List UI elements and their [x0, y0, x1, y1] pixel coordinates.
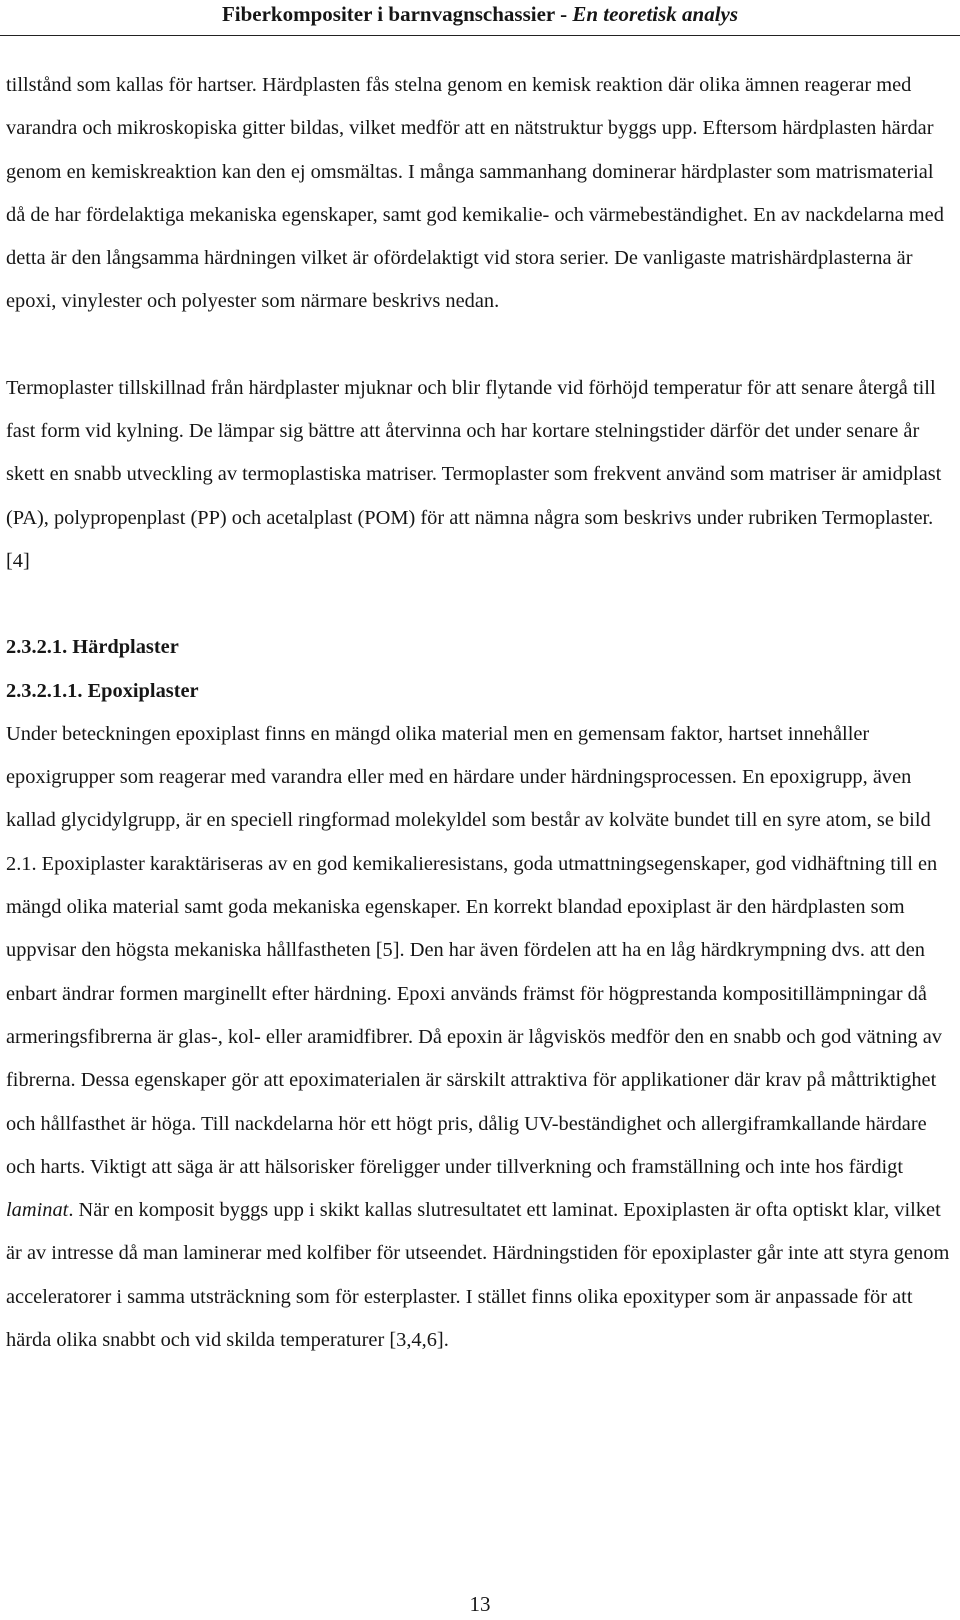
- body-paragraph: Termoplaster tillskillnad från härdplaster mjuknar och blir flytande vid förhöjd temperatur för att senare återgå till fast form vid kylning. De lämpar sig bättre att återvinna och har kortare stelningstider därför det under senare år skett en snabb utveckling av termoplastiska matriser. Termoplaster som frekvent använd som matriser är amidplast (PA), polypropenplast (PP) och acetalplast (POM) för att nämna några som beskrivs under rubriken Termoplaster. [4]: [6, 376, 942, 572]
- document-subtitle: En teoretisk analys: [572, 2, 739, 26]
- paragraph-text: . När en komposit byggs upp i skikt kallas slutresultatet ett laminat. Epoxiplasten är ofta optiskt klar, vilket är av intresse då man laminerar med kolfiber för utseendet. Härdningstiden för epoxiplaster går inte att styra genom acceleratorer i samma utsträckning som för esterplaster. I stället finns olika epoxityper som är anpassade för att härda olika snabbt och vid skilda temperaturer [3,4,6].: [6, 1199, 950, 1352]
- header-divider: [0, 35, 960, 36]
- body-paragraph: [6, 713, 956, 1362]
- subsection-heading: 2.3.2.1.1. Epoxiplaster: [6, 679, 199, 702]
- page-header: [0, 0, 960, 31]
- page-body: [6, 64, 956, 1362]
- document-title: Fiberkompositer i barnvagnschassier -: [221, 2, 573, 26]
- page-number: 13: [469, 1592, 491, 1616]
- paragraph-text: Under beteckningen epoxiplast finns en mängd olika material men en gemensam faktor, hartset innehåller epoxigrupper som reagerar med varandra eller med en härdare under härdningsprocessen. En epoxigrupp, även kallad glycidylgrupp, är en speciell ringformad molekyldel som består av kolväte bundet till en syre atom, se bild 2.1. Epoxiplaster karaktäriseras av en god kemikalieresistans, goda utmattningsegenskaper, god vidhäftning till en mängd olika material samt goda mekaniska egenskaper. En korrekt blandad epoxiplast är den härdplasten som uppvisar den högsta mekaniska hållfastheten [5]. Den har även fördelen att ha en låg härdkrympning dvs. att den enbart ändrar formen marginellt efter härdning. Epoxi används främst för högprestanda kompositillämpningar då armeringsfibrerna är glas-, kol- eller aramidfibrer. Då epoxin är lågviskös medför den en snabb och god vätning av fibrerna. Dessa egenskaper gör att epoximaterialen är särskilt attraktiva för applikationer där krav på måttriktighet och hållfasthet är höga. Till nackdelarna hör ett högt pris, dålig UV-beständighet och allergiframkallande härdare och harts. Viktigt att säga är att hälsorisker föreligger under tillverkning och framställning och inte hos färdigt: [6, 722, 942, 1178]
- paragraph-spacer: [6, 324, 956, 367]
- section-heading: 2.3.2.1. Härdplaster: [6, 636, 179, 659]
- paragraph-spacer: [6, 583, 956, 626]
- body-paragraph: tillstånd som kallas för hartser. Härdplasten fås stelna genom en kemisk reaktion där olika ämnen reagerar med varandra och mikroskopiska gitter bildas, vilket medför att en nätstruktur byggs upp. Eftersom härdplasten härdar genom en kemiskreaktion kan den ej omsmältas. I många sammanhang dominerar härdplaster som matrismaterial då de har fördelaktiga mekaniska egenskaper, samt god kemikalie- och värmebeständighet. En av nackdelarna med detta är den långsamma härdningen vilket är ofördelaktigt vid stora serier. De vanligaste matrishärdplasterna är epoxi, vinylester och polyester som närmare beskrivs nedan.: [6, 74, 944, 313]
- italic-term: laminat: [6, 1199, 69, 1222]
